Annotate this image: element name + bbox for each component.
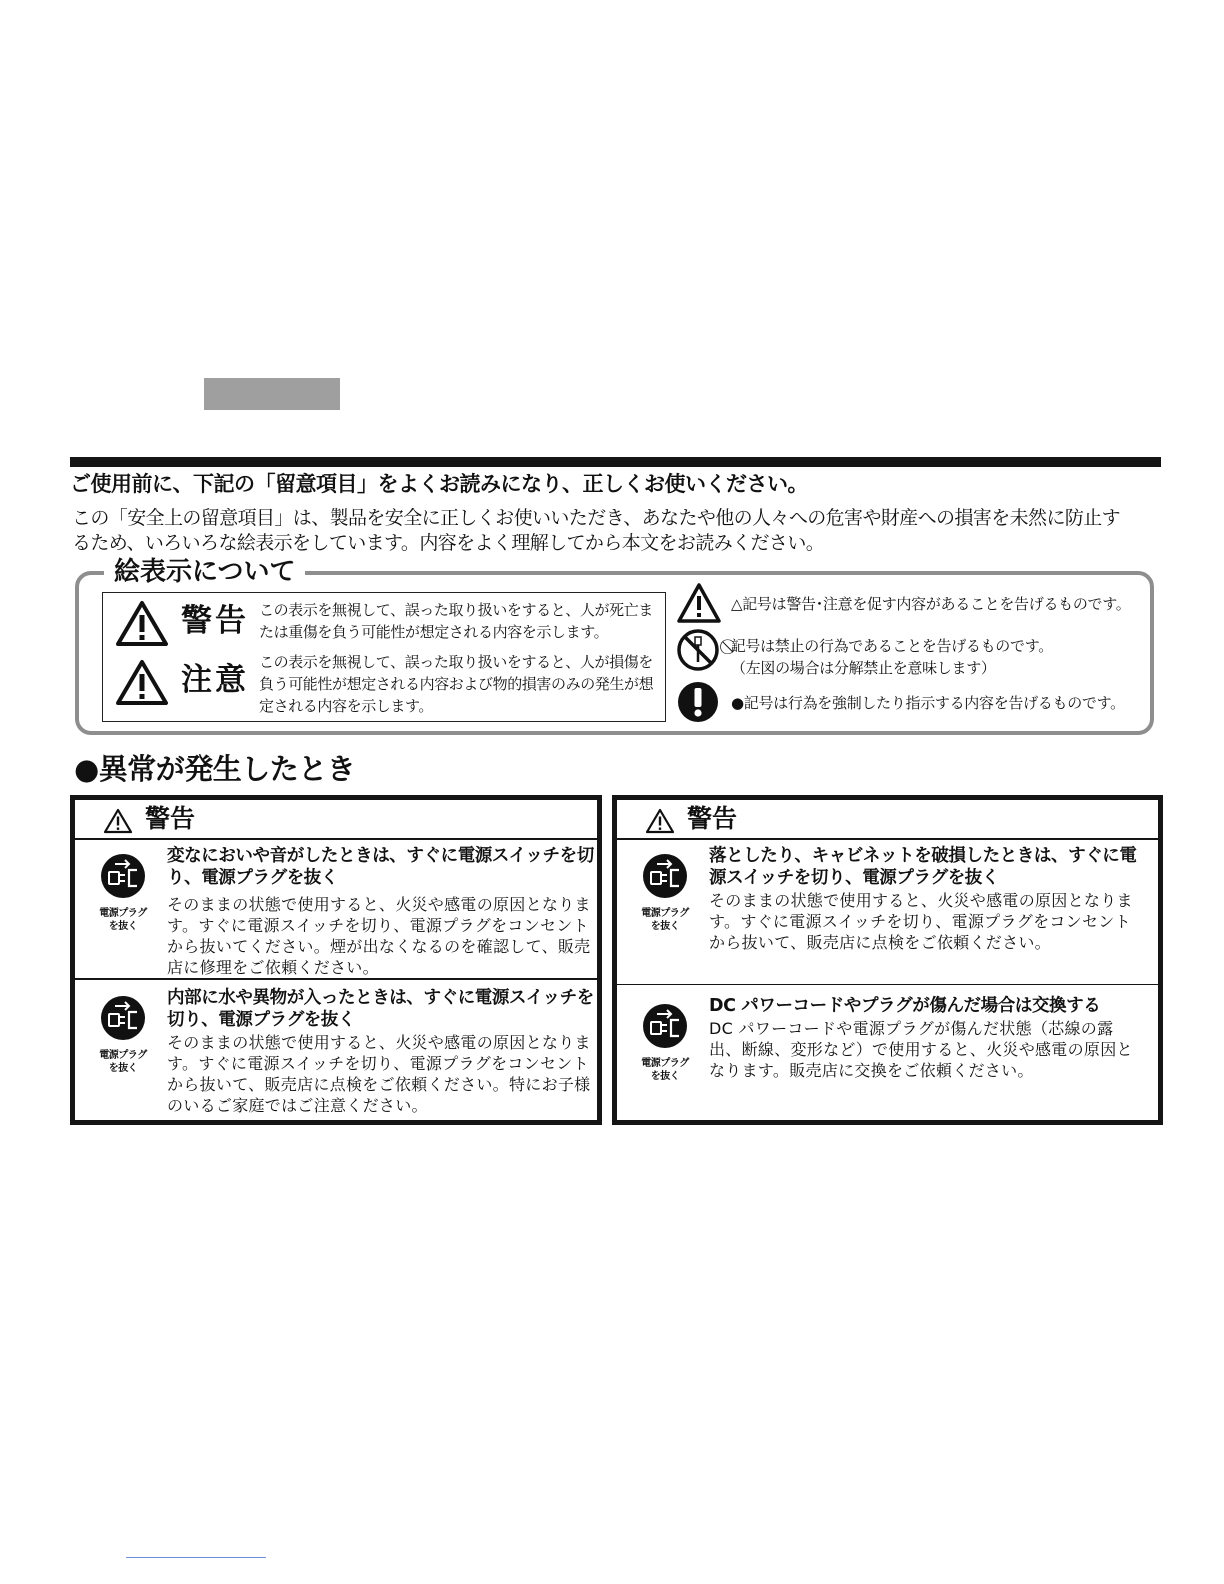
panel-header-label: 警告 [145, 804, 196, 833]
section-top-rule [70, 457, 1161, 467]
intro-heading: ご使用前に、下記の「留意項目」をよくお読みになり、正しくお使いください。 [70, 472, 808, 496]
mandatory-action-icon [676, 680, 720, 724]
warning-panel-left [70, 795, 602, 1125]
signal-word-table [102, 592, 666, 722]
item-divider [617, 984, 1158, 985]
signal-row-caution [103, 652, 664, 714]
unplug-power-icon [99, 852, 147, 900]
signal-desc-caution: この表示を無視して、誤った取り扱いをすると、人が損傷を負う可能性が想定される内容および物的損害のみの発生が想定される内容を示します。 [259, 653, 654, 715]
pictogram-caption: 電源プラグ を抜く [641, 1058, 689, 1082]
warning-triangle-icon [103, 808, 133, 834]
item-body: DC パワーコードや電源プラグが傷んだ状態（芯線の露出、断線、変形など）で使用すると、火災や感電の原因となります。販売店に交換をご依頼ください。 [709, 1019, 1133, 1080]
no-disassembly-icon [676, 628, 720, 672]
signal-word-caution: 注意 [181, 662, 249, 698]
symbol-text-warning: △記号は警告･注意を促す内容があることを告げるものです。 [731, 595, 1131, 613]
unplug-pictogram [639, 1002, 691, 1083]
warning-triangle-icon [115, 599, 169, 647]
symbol-text-mandatory: ●記号は行為を強制したり指示する内容を告げるものです。 [731, 694, 1125, 712]
unplug-power-icon [641, 1002, 689, 1050]
item-title: DC パワーコードやプラグが傷んだ場合は交換する [709, 996, 1101, 1016]
item-body: そのままの状態で使用すると、火災や感電の原因となります。すぐに電源スイッチを切り、電源プラグをコンセントから抜いてください。煙が出なくなるのを確認して、販売店に修理をご依頼ください。 [167, 895, 591, 977]
warning-triangle-icon [645, 808, 675, 834]
header-tab-placeholder [204, 378, 340, 410]
unplug-pictogram [639, 852, 691, 933]
item-divider [75, 978, 597, 980]
item-title: 内部に水や異物が入ったときは、すぐに電源スイッチを切り、電源プラグを抜く [167, 988, 594, 1030]
pictogram-caption: 電源プラグ を抜く [99, 908, 147, 932]
section-title: ●異常が発生したとき [74, 752, 356, 786]
signal-desc-warning: この表示を無視して、誤った取り扱いをすると、人が死亡または重傷を負う可能性が想定される内容を示します。 [259, 601, 653, 641]
unplug-pictogram [97, 852, 149, 933]
warning-item [617, 840, 1158, 984]
warning-panel-right [612, 795, 1163, 1125]
item-title: 落としたり、キャビネットを破損したときは、すぐに電源スイッチを切り、電源プラグを抜く [709, 846, 1137, 888]
unplug-pictogram [97, 994, 149, 1075]
signal-row-warning [103, 593, 664, 655]
symbol-text-prohibition: ⃠記号は禁止の行為であることを告げるものです。 （左図の場合は分解禁止を意味します） [731, 637, 1053, 677]
warning-item [617, 990, 1158, 1120]
item-body: そのままの状態で使用すると、火災や感電の原因となります。すぐに電源スイッチを切り、電源プラグをコンセントから抜いて、販売店に点検をご依頼ください。 [709, 891, 1133, 952]
warning-triangle-icon [676, 582, 722, 624]
footer-underline [126, 1557, 266, 1558]
unplug-power-icon [641, 852, 689, 900]
legend-title: 絵表示について [104, 555, 305, 589]
pictogram-caption: 電源プラグ を抜く [641, 908, 689, 932]
signal-word-warning: 警告 [181, 603, 249, 639]
warning-item [75, 840, 597, 978]
pictogram-caption: 電源プラグ を抜く [99, 1050, 147, 1074]
intro-body: この「安全上の留意項目」は、製品を安全に正しくお使いいただき、あなたや他の人々への危害や財産への損害を未然に防止す るため、いろいろな絵表示をしています。内容をよく理解してから本文をお読みください。 [72, 507, 1121, 554]
panel-header [617, 800, 1158, 840]
panel-header [75, 800, 597, 840]
unplug-power-icon [99, 994, 147, 1042]
warning-item [75, 982, 597, 1120]
caution-triangle-icon [115, 658, 169, 706]
panel-header-label: 警告 [687, 804, 738, 833]
item-body: そのままの状態で使用すると、火災や感電の原因となります。すぐに電源スイッチを切り、電源プラグをコンセントから抜いて、販売店に点検をご依頼ください。特にお子様のいるご家庭ではご注意ください。 [167, 1033, 591, 1115]
item-title: 変なにおいや音がしたときは、すぐに電源スイッチを切り、電源プラグを抜く [167, 846, 594, 888]
